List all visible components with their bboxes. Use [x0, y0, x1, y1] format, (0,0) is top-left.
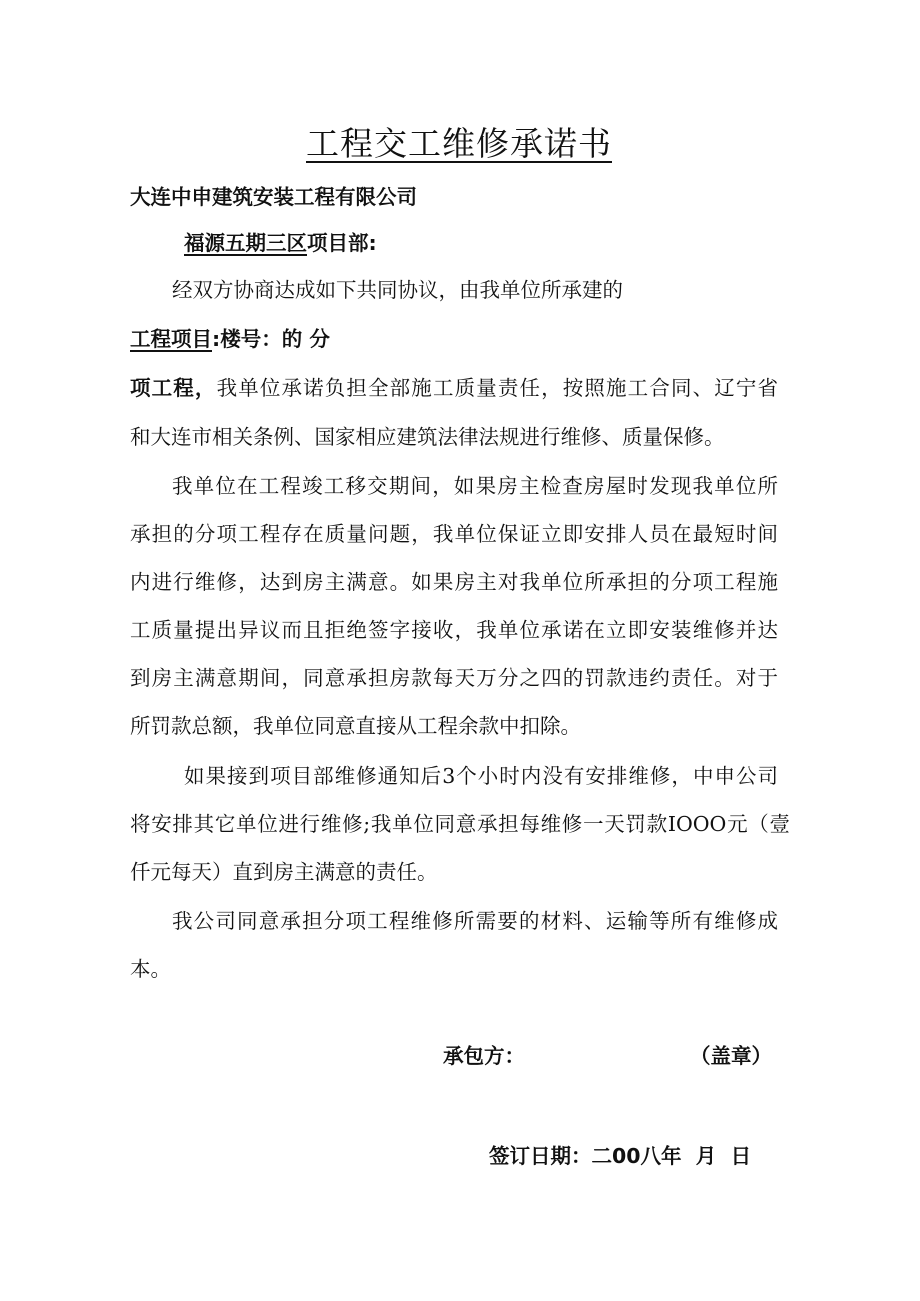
para2-line: 工质量提出异议而且拒绝签字接收，我单位承诺在立即安装维修并达: [130, 618, 778, 642]
para2-line: 内进行维修，达到房主满意。如果房主对我单位所承担的分项工程施: [130, 570, 778, 594]
date-value: 二00八年 月 日: [591, 1144, 752, 1168]
para2-line: 承担的分项工程存在质量问题，我单位保证立即安排人员在最短时间: [130, 522, 778, 546]
para2-line: 到房主满意期间，同意承担房款每天万分之四的罚款违约责任。对于: [130, 666, 778, 690]
para1-line2: 和大连市相关条例、国家相应建筑法律法规进行维修、质量保修。: [130, 425, 725, 449]
building-number-line: :楼号：的 分: [212, 327, 330, 351]
project-item-label: 工程项目: [130, 327, 212, 351]
intro-line: 经双方协商达成如下共同协议，由我单位所承建的: [172, 278, 623, 302]
para4-line: 本。: [130, 957, 171, 981]
document-title: 工程交工维修承诺书: [306, 124, 612, 163]
contractor-label: 承包方：: [443, 1044, 525, 1068]
para4-line: 我公司同意承担分项工程维修所需要的材料、运输等所有维修成: [172, 909, 778, 933]
para3-line: 仟元每天）直到房主满意的责任。: [130, 860, 438, 884]
para1-bold-lead: 项工程，: [130, 376, 217, 400]
para3-line: 如果接到项目部维修通知后3个小时内没有安排维修，中申公司: [184, 764, 778, 788]
seal-label: （盖章）: [690, 1044, 772, 1068]
date-label: 签订日期：: [489, 1144, 592, 1168]
para3-line: 将安排其它单位进行维修;我单位同意承担每维修一天罚款IOOO元（壹: [130, 812, 790, 836]
project-name: 福源五期三区: [184, 231, 307, 255]
signing-date: [489, 1139, 751, 1169]
recipient-company: 大连中申建筑安装工程有限公司: [130, 185, 417, 209]
para2-line: 所罚款总额，我单位同意直接从工程余款中扣除。: [130, 714, 581, 738]
para2-line: 我单位在工程竣工移交期间，如果房主检查房屋时发现我单位所: [172, 474, 778, 498]
project-item-line: [130, 322, 330, 352]
para1-line1: 项工程，我单位承诺负担全部施工质量责任，按照施工合同、辽宁省: [130, 376, 779, 400]
project-dept-suffix: 项目部:: [307, 231, 377, 255]
project-department: [184, 226, 377, 256]
